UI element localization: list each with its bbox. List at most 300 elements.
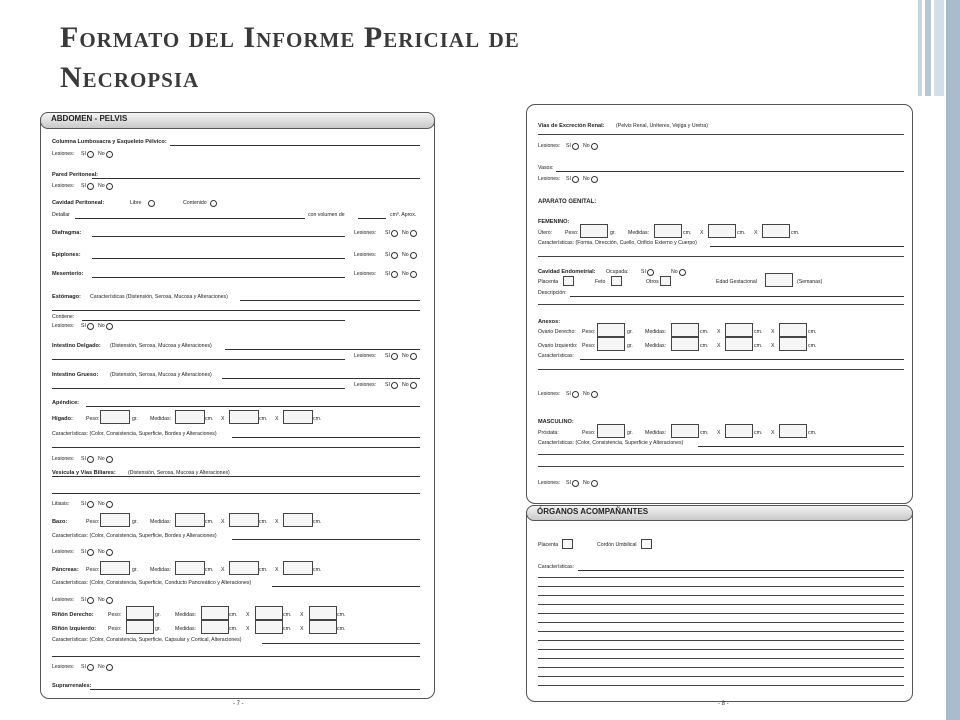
field-line[interactable]: [538, 613, 904, 614]
peso-input[interactable]: [597, 337, 625, 351]
slide-title: [60, 18, 520, 98]
field-line[interactable]: [538, 595, 904, 596]
si-radio[interactable]: [572, 176, 579, 183]
cm-label: cm.: [791, 230, 800, 236]
field-label: Vesícula y Vías Biliares:: [52, 470, 116, 476]
slide-title-line2: Necropsia: [60, 61, 200, 94]
field-line[interactable]: [538, 685, 904, 686]
x-label: X: [771, 329, 775, 335]
form-row: [0, 140, 920, 152]
si-label: SI: [641, 269, 646, 275]
cm-label: cm.: [259, 519, 268, 525]
medida-input[interactable]: [309, 606, 337, 620]
si-label: SI: [385, 252, 390, 258]
si-radio[interactable]: [87, 501, 94, 508]
gr-label: gr.: [627, 430, 633, 436]
field-label: Intestino Grueso:: [52, 372, 99, 378]
form-row: [0, 237, 920, 249]
no-radio[interactable]: [591, 480, 598, 487]
field-line[interactable]: [538, 631, 904, 632]
si-radio[interactable]: [87, 151, 94, 158]
field-sublabel: Útero:: [538, 230, 553, 236]
form-row: [0, 647, 440, 659]
cm-label: cm.: [205, 519, 214, 525]
field-sublabel: Características: (Color, Consistencia, Superficie, Capsular y Cortical, Alteraciones): [52, 637, 242, 643]
field-note: (Distensión, Serosa, Mucosa y Alteraciones): [128, 470, 230, 476]
si-label: SI: [81, 501, 86, 507]
medida-input[interactable]: [725, 337, 753, 351]
cm-label: cm.: [283, 612, 292, 618]
no-label: No: [98, 597, 105, 603]
x-label: X: [717, 329, 721, 335]
medida-input[interactable]: [309, 620, 337, 634]
peso-input[interactable]: [100, 513, 130, 527]
no-radio[interactable]: [591, 176, 598, 183]
no-label: No: [402, 271, 409, 277]
no-radio[interactable]: [106, 501, 113, 508]
no-label: No: [98, 456, 105, 462]
peso-label: Peso:: [108, 612, 122, 618]
gr-label: gr.: [132, 416, 138, 422]
cm-label: cm.: [700, 343, 709, 349]
medida-input[interactable]: [255, 620, 283, 634]
field-sublabel: Lesiones:: [52, 151, 75, 157]
si-label: SI: [566, 480, 571, 486]
si-radio[interactable]: [87, 597, 94, 604]
si-label: SI: [81, 456, 86, 462]
x-label: X: [221, 416, 225, 422]
field-label: Cavidad Endometrial:: [538, 269, 596, 275]
gr-label: gr.: [155, 612, 161, 618]
form-row: [0, 498, 440, 510]
no-label: No: [98, 183, 105, 189]
field-sublabel: Próstata:: [538, 430, 559, 436]
peso-input[interactable]: [580, 224, 608, 238]
no-label: No: [402, 252, 409, 258]
field-label: Bazo:: [52, 519, 68, 525]
cm-label: cm.: [259, 567, 268, 573]
field-line[interactable]: [86, 406, 420, 407]
section-label: APARATO GENITAL:: [538, 199, 597, 205]
no-label: No: [583, 143, 590, 149]
field-label: Vías de Excreción Renal:: [538, 123, 605, 129]
field-sublabel: Características:: [538, 353, 575, 359]
no-radio[interactable]: [106, 456, 113, 463]
gr-label: gr.: [155, 626, 161, 632]
medida-input[interactable]: [708, 224, 736, 238]
field-sublabel: Lesiones:: [52, 597, 75, 603]
form-row: [0, 437, 920, 449]
lesiones-label: Lesiones:: [538, 480, 561, 486]
field-sublabel: Detallar: [52, 212, 70, 218]
medida-input[interactable]: [762, 224, 790, 238]
cm-label: cm.: [229, 626, 238, 632]
edad-gestacional-input[interactable]: [765, 273, 793, 287]
medidas-label: Medidas:: [628, 230, 650, 236]
x-label: X: [275, 519, 279, 525]
peso-label: Peso:: [86, 519, 100, 525]
form-row: [0, 594, 440, 606]
field-label: Anexos:: [538, 319, 561, 325]
field-sublabel: Lesiones:: [52, 456, 75, 462]
field-sublabel: Ovario Izquierdo:: [538, 343, 578, 349]
gr-label: gr.: [627, 343, 633, 349]
si-label: SI: [81, 323, 86, 329]
field-line[interactable]: [538, 604, 904, 605]
no-radio[interactable]: [591, 391, 598, 398]
lesiones-label: Lesiones:: [354, 230, 377, 236]
no-label: No: [98, 501, 105, 507]
abdomen-pelvis-title: ABDOMEN - PELVIS: [51, 114, 128, 123]
si-label: SI: [81, 597, 86, 603]
medida-input[interactable]: [725, 424, 753, 438]
field-label: MASCULINO:: [538, 419, 574, 425]
field-line[interactable]: [538, 586, 904, 587]
gr-label: gr.: [132, 519, 138, 525]
field-line[interactable]: [538, 667, 904, 668]
x-label: X: [221, 519, 225, 525]
medidas-label: Medidas:: [150, 567, 172, 573]
peso-input[interactable]: [597, 424, 625, 438]
medida-input[interactable]: [201, 606, 229, 620]
si-label: SI: [81, 183, 86, 189]
field-note: con volumen de: [308, 212, 345, 218]
placenta-checkbox[interactable]: [563, 276, 574, 286]
peso-input[interactable]: [597, 323, 625, 337]
si-radio[interactable]: [647, 269, 654, 276]
x-label: X: [275, 567, 279, 573]
field-line[interactable]: [90, 689, 420, 690]
field-sublabel: Descripción:: [538, 290, 567, 296]
form-row: [0, 173, 920, 185]
no-label: No: [98, 664, 105, 670]
medida-input[interactable]: [779, 323, 807, 337]
placenta-box[interactable]: [562, 539, 573, 549]
si-label: SI: [385, 382, 390, 388]
peso-label: Peso:: [86, 416, 100, 422]
peso-label: Peso:: [108, 626, 122, 632]
x-label: X: [717, 343, 721, 349]
field-label: Diafragma:: [52, 230, 82, 236]
field-note: Contenido: [183, 200, 207, 206]
field-note: Libre: [130, 200, 142, 206]
field-sublabel: Vasos:: [538, 165, 554, 171]
form-row: [0, 477, 920, 489]
medida-input[interactable]: [671, 424, 699, 438]
x-label: X: [300, 626, 304, 632]
field-label: Pared Peritoneal:: [52, 172, 99, 178]
field-line[interactable]: [538, 649, 904, 650]
field-sublabel: Placenta: [538, 279, 559, 285]
si-label: SI: [81, 664, 86, 670]
cm-label: cm.: [700, 329, 709, 335]
field-label: Epiplones:: [52, 252, 81, 258]
medida-input[interactable]: [229, 513, 259, 527]
no-label: No: [98, 549, 105, 555]
medidas-label: Medidas:: [645, 329, 667, 335]
page-number-7: - 7 -: [233, 701, 244, 707]
no-radio[interactable]: [410, 252, 417, 259]
no-radio[interactable]: [679, 269, 686, 276]
no-label: No: [583, 391, 590, 397]
cm-label: cm.: [808, 343, 817, 349]
medida-input[interactable]: [283, 513, 313, 527]
lesiones-label: Lesiones:: [354, 271, 377, 277]
no-label: No: [583, 480, 590, 486]
field-sublabel: Lesiones:: [52, 323, 75, 329]
medida-input[interactable]: [255, 606, 283, 620]
si-label: SI: [385, 271, 390, 277]
field-line[interactable]: [262, 643, 420, 644]
cm-label: cm.: [700, 430, 709, 436]
medidas-label: Medidas:: [645, 343, 667, 349]
medida-input[interactable]: [201, 620, 229, 634]
lesiones-label: Lesiones:: [538, 391, 561, 397]
field-sublabel: Feto: [595, 279, 606, 285]
cm-label: cm.: [808, 430, 817, 436]
lesiones-label: Lesiones:: [538, 176, 561, 182]
field-line[interactable]: [538, 256, 904, 257]
field-line[interactable]: [92, 258, 345, 259]
field-note: Ocupada:: [606, 269, 629, 275]
cm-label: cm.: [754, 329, 763, 335]
cm-label: cm.: [754, 343, 763, 349]
field-label: Columna Lumbosacra y Esqueleto Pélvico:: [52, 139, 167, 145]
cm-label: cm.: [337, 612, 346, 618]
field-label: Riñón Derecho:: [52, 612, 94, 618]
field-line[interactable]: [538, 454, 904, 455]
field-label: Apéndice:: [52, 400, 80, 406]
cm-label: cm.: [337, 626, 346, 632]
field-label: Riñón Izquierdo:: [52, 626, 97, 632]
field-sublabel: Características: (Color, Consistencia, Superficie, Conducto Pancreático y Alteraciones): [52, 580, 252, 586]
field-line[interactable]: [538, 640, 904, 641]
field-line[interactable]: [538, 577, 904, 578]
decor-bar: [946, 0, 960, 720]
field-sublabel: Características: (Color, Consistencia, Superficie, Bordes y Alteraciones): [52, 431, 217, 437]
form-row: [0, 388, 920, 400]
x-label: X: [754, 230, 758, 236]
field-sublabel: Características: (Color, Consistencia, Superficie y Alteraciones): [538, 440, 684, 446]
no-radio[interactable]: [106, 597, 113, 604]
x-label: X: [221, 567, 225, 573]
medida-input[interactable]: [175, 513, 205, 527]
field-line[interactable]: [52, 493, 420, 494]
cm-label: cm.: [313, 519, 322, 525]
field-line[interactable]: [538, 658, 904, 659]
no-label: No: [402, 230, 409, 236]
field-line[interactable]: [698, 446, 904, 447]
si-label: SI: [81, 151, 86, 157]
field-line[interactable]: [538, 676, 904, 677]
lesiones-label: Lesiones:: [354, 382, 377, 388]
gr-label: gr.: [132, 567, 138, 573]
cm-label: cm.: [313, 567, 322, 573]
medidas-label: Medidas:: [175, 612, 197, 618]
no-label: No: [671, 269, 678, 275]
gr-label: gr.: [610, 230, 616, 236]
medidas-label: Medidas:: [150, 519, 172, 525]
x-label: X: [700, 230, 704, 236]
cm-label: cm.: [683, 230, 692, 236]
organos-title: ÓRGANOS ACOMPAÑANTES: [537, 507, 649, 516]
cm-label: cm.: [205, 567, 214, 573]
peso-input[interactable]: [126, 606, 154, 620]
cm-label: cm.: [754, 430, 763, 436]
peso-label: Peso:: [582, 343, 596, 349]
field-line[interactable]: [578, 570, 904, 571]
lesiones-label: Lesiones:: [538, 143, 561, 149]
field-note: (Distensión, Serosa, Mucosa y Alteraciones): [110, 372, 212, 378]
peso-label: Peso:: [582, 430, 596, 436]
si-radio[interactable]: [87, 456, 94, 463]
field-note: (Distensión, Serosa, Mucosa y Alteraciones): [110, 343, 212, 349]
field-label: Hígado:: [52, 416, 73, 422]
no-label: No: [98, 323, 105, 329]
si-label: SI: [566, 143, 571, 149]
si-label: SI: [566, 176, 571, 182]
field-sublabel: Características: (Color, Consistencia, Superficie, Bordes y Alteraciones): [52, 533, 217, 539]
x-label: X: [246, 612, 250, 618]
x-label: X: [275, 416, 279, 422]
form-row: [0, 120, 920, 132]
lesiones-label: Lesiones:: [354, 252, 377, 258]
form-row: [0, 196, 920, 208]
si-label: SI: [81, 549, 86, 555]
x-label: X: [771, 430, 775, 436]
field-line[interactable]: [580, 359, 904, 360]
x-label: X: [771, 343, 775, 349]
field-line[interactable]: [538, 466, 904, 467]
form-row: [0, 249, 440, 261]
peso-input[interactable]: [126, 620, 154, 634]
lesiones-label: Lesiones:: [354, 353, 377, 359]
field-sublabel: Lesiones:: [52, 549, 75, 555]
si-radio[interactable]: [572, 391, 579, 398]
field-sublabel: Ovario Derecho:: [538, 329, 576, 335]
field-line[interactable]: [710, 246, 904, 247]
field-label: Suprarrenales:: [52, 683, 92, 689]
cm-label: cm.: [229, 612, 238, 618]
no-radio[interactable]: [591, 143, 598, 150]
gr-label: gr.: [627, 329, 633, 335]
no-radio[interactable]: [106, 151, 113, 158]
medidas-label: Medidas:: [175, 626, 197, 632]
field-line[interactable]: [538, 134, 904, 135]
field-note: (Pelvis Renal, Uréteres, Vejiga y Uretra): [616, 123, 708, 129]
peso-label: Peso:: [582, 329, 596, 335]
no-label: No: [98, 151, 105, 157]
field-line[interactable]: [556, 171, 904, 172]
field-sublabel: Cordón Umbilical: [597, 542, 637, 548]
no-label: No: [583, 176, 590, 182]
field-label: Cavidad Peritoneal:: [52, 200, 105, 206]
field-line[interactable]: [272, 586, 420, 587]
field-line[interactable]: [538, 369, 904, 370]
form-row: [0, 453, 440, 465]
field-label: Mesenterio:: [52, 271, 84, 277]
field-note: Características (Distensión, Serosa, Mucosa y Alteraciones): [90, 294, 228, 300]
si-radio[interactable]: [572, 480, 579, 487]
form-row: [0, 577, 440, 589]
no-radio[interactable]: [106, 664, 113, 671]
feto-checkbox[interactable]: [611, 276, 622, 286]
field-sublabel: Características: (Forma, Dirección, Cuello, Orificio Externo y Cuerpo): [538, 240, 697, 246]
field-sublabel: Contiene:: [52, 314, 75, 320]
medida-input[interactable]: [725, 323, 753, 337]
form-row: [0, 680, 440, 692]
cm-label: cm.: [205, 416, 214, 422]
form-row: [0, 634, 440, 646]
si-radio[interactable]: [391, 252, 398, 259]
si-label: SI: [385, 353, 390, 359]
form-row: [0, 561, 920, 573]
page-number-8: - 8 -: [718, 701, 729, 707]
organos-header: [526, 505, 913, 521]
cm-label: cm.: [808, 329, 817, 335]
si-radio[interactable]: [572, 143, 579, 150]
field-sublabel: Otros: [646, 279, 659, 285]
no-label: No: [402, 353, 409, 359]
slide-title-line1: Formato del Informe Pericial de: [60, 21, 520, 54]
field-sublabel: Lesiones:: [52, 664, 75, 670]
field-sublabel: Características:: [538, 564, 575, 570]
medida-input[interactable]: [779, 337, 807, 351]
form-row: [0, 516, 440, 528]
peso-label: Peso:: [86, 567, 100, 573]
field-line[interactable]: [538, 622, 904, 623]
si-label: SI: [385, 230, 390, 236]
medida-input[interactable]: [671, 337, 699, 351]
medidas-label: Medidas:: [150, 416, 172, 422]
field-label: Intestino Delgado:: [52, 343, 101, 349]
peso-label: Peso:: [565, 230, 579, 236]
field-label: Páncreas:: [52, 567, 79, 573]
form-row: [0, 539, 920, 551]
cm-label: cm.: [283, 626, 292, 632]
form-row: [0, 350, 920, 362]
cm-label: cm.: [737, 230, 746, 236]
si-radio[interactable]: [87, 664, 94, 671]
medidas-label: Medidas:: [645, 430, 667, 436]
medida-input[interactable]: [779, 424, 807, 438]
medida-input[interactable]: [654, 224, 682, 238]
field-sublabel: (Semanas): [797, 279, 823, 285]
field-line[interactable]: [52, 656, 420, 657]
medida-input[interactable]: [671, 323, 699, 337]
otros-checkbox[interactable]: [660, 276, 671, 286]
field-sublabel: Placenta: [538, 542, 559, 548]
no-label: No: [402, 382, 409, 388]
field-label: FEMENINO:: [538, 219, 570, 225]
field-sublabel: Litiasis:: [52, 501, 70, 507]
x-label: X: [300, 612, 304, 618]
field-sublabel: Lesiones:: [52, 183, 75, 189]
cordon-box[interactable]: [641, 539, 652, 549]
x-label: X: [717, 430, 721, 436]
form-row: [0, 287, 920, 299]
si-label: SI: [566, 391, 571, 397]
cm-label: cm.: [259, 416, 268, 422]
cm-label: cm.: [313, 416, 322, 422]
form-row: [0, 661, 440, 673]
x-label: X: [246, 626, 250, 632]
field-sublabel: Edad Gestacional: [716, 279, 757, 285]
field-label: Estómago:: [52, 294, 81, 300]
field-note: cm³. Aprox.: [390, 212, 417, 218]
field-line[interactable]: [538, 304, 904, 305]
field-line[interactable]: [570, 296, 904, 297]
